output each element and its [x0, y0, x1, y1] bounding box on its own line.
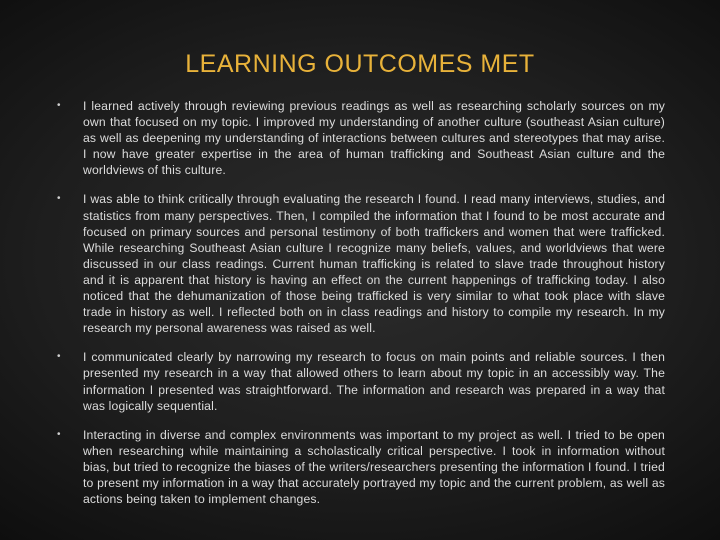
bullet-dot-icon: •: [57, 193, 61, 205]
bullet-text: I was able to think critically through evaluating the research I found. I read many interviews, studies, and statistics from many perspectives. Then, I compiled the information that I found to be most accurate and focused on primary sources and personal testimony of both traffickers and women that were trafficked. While researching Southeast Asian culture I recognize many beliefs, values, and worldviews that were discussed in our class readings. Current human trafficking is related to slave trade throughout history and it is apparent that history is having an effect on the current happenings of trafficking today. I also noticed that the dehumanization of those being trafficked is very similar to what took place with slave trade in history as well. I reflected both on in class readings and history to compile my research. In my research my personal awareness was raised as well.: [83, 192, 665, 336]
slide-title: LEARNING OUTCOMES MET: [185, 50, 535, 78]
bullet-text: Interacting in diverse and complex environments was important to my project as well. I tried to be open when researching while maintaining a scholastically critical perspective. I took in information without bias, but tried to recognize the biases of the writers/researchers presenting the information I found. I tried to present my information in a way that accurately portrayed my topic and the current problem, as well as actions being taken to implement changes.: [83, 427, 665, 507]
bullet-dot-icon: •: [57, 351, 61, 363]
bullet-item: [57, 98, 665, 178]
bullet-text: I learned actively through reviewing previous readings as well as researching scholarly sources on my own that focused on my topic. I improved my understanding of another culture (southeast Asian culture) as well as deepening my understanding of interactions between cultures and stereotypes that may arise. I now have greater expertise in the area of human trafficking and Southeast Asian culture and the worldviews of this culture.: [83, 99, 665, 178]
bullet-item: [57, 427, 665, 507]
bullet-item: [57, 349, 665, 413]
bullet-list: [57, 98, 665, 520]
bullet-text: I communicated clearly by narrowing my research to focus on main points and reliable sources. I then presented my research in a way that allowed others to learn about my topic in an accessibly way. The information I presented was straightforward. The information and research was prepared in a way that was logically sequential.: [83, 350, 665, 413]
bullet-dot-icon: •: [57, 100, 61, 111]
bullet-dot-icon: •: [57, 428, 61, 440]
bullet-item: [57, 191, 665, 336]
